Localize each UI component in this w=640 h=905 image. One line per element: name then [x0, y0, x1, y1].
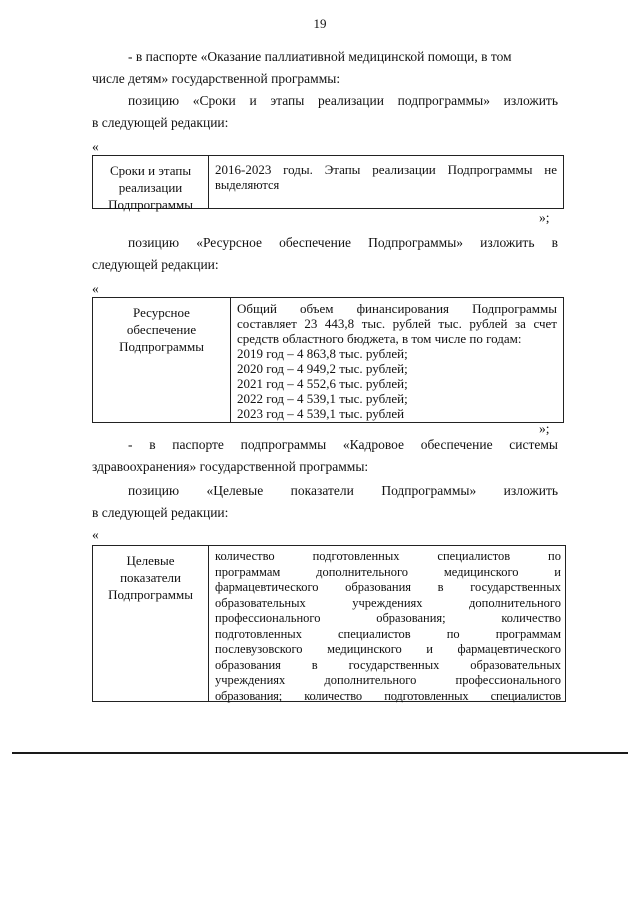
cell-text: профессионального образования; количество — [215, 611, 561, 625]
cell-text: Общий объем финансирования Подпрограммы — [237, 301, 557, 316]
cell-text: учреждениях дополнительного профессионального — [215, 673, 561, 687]
cell-text: образования; количество подготовленных специалистов — [215, 688, 561, 703]
cell-text: обеспечение — [126, 322, 197, 337]
cell-text: Сроки и этапы — [109, 163, 192, 178]
open-quote: « — [92, 281, 99, 296]
paragraph-line: позицию «Сроки и этапы реализации подпрограммы» изложить — [128, 93, 558, 108]
cell-text: образования в государственных образовательных — [215, 657, 561, 672]
cell-text: средств областного бюджета, в том числе по годам: — [237, 331, 522, 346]
cell-text: Ресурсное — [133, 305, 190, 320]
timeline-value-cell — [209, 156, 563, 208]
paragraph-line: позицию «Ресурсное обеспечение Подпрограммы» изложить в — [128, 235, 558, 250]
cell-text: реализации — [118, 180, 183, 195]
cell-text: составляет 23 443,8 тыс. рублей тыс. рублей за счет — [237, 316, 557, 331]
cell-text: 2023 год – 4 539,1 тыс. рублей — [237, 406, 405, 421]
cell-text: послевузовского медицинского и фармацевтического — [215, 642, 561, 656]
close-quote: »; — [539, 421, 550, 436]
open-quote: « — [92, 139, 99, 154]
paragraph-line: в следующей редакции: — [92, 115, 229, 130]
page-number: 19 — [313, 16, 327, 31]
resources-label-cell — [93, 298, 231, 422]
page-bottom-rule — [12, 752, 628, 754]
paragraph-line: здравоохранения» государственной программы: — [92, 459, 369, 474]
paragraph-line: - в паспорте подпрограммы «Кадровое обеспечение системы — [128, 437, 558, 452]
paragraph-line: следующей редакции: — [92, 257, 219, 272]
timeline-table — [92, 155, 564, 212]
cell-text: 2021 год – 4 552,6 тыс. рублей; — [237, 376, 408, 391]
cell-text: показатели — [120, 570, 181, 585]
indicators-value-cell — [209, 546, 565, 701]
cell-text: Подпрограммы — [108, 587, 193, 602]
cell-text: Подпрограммы — [108, 197, 193, 212]
cell-text: 2020 год – 4 949,2 тыс. рублей; — [237, 361, 408, 376]
timeline-label-cell — [93, 156, 209, 212]
cell-text: Подпрограммы — [119, 339, 204, 354]
cell-text: программам дополнительного медицинского и — [215, 564, 561, 579]
cell-text: фармацевтического образования в государственных — [215, 580, 561, 594]
paragraph-line: числе детям» государственной программы: — [92, 71, 341, 86]
open-quote: « — [92, 527, 99, 542]
cell-text: количество подготовленных специалистов по — [215, 549, 561, 563]
indicators-label-cell — [93, 546, 209, 701]
close-quote: »; — [539, 210, 550, 225]
cell-text: подготовленных специалистов по программам — [215, 626, 561, 641]
cell-text: образовательных учреждениях дополнительного — [215, 595, 561, 610]
paragraph-line: в следующей редакции: — [92, 505, 229, 520]
paragraph-line: позицию «Целевые показатели Подпрограммы» изложить — [128, 483, 558, 498]
resources-table — [92, 297, 564, 423]
cell-text: 2016-2023 годы. Этапы реализации Подпрограммы не — [215, 162, 557, 177]
indicators-table — [92, 545, 566, 702]
cell-text: 2019 год – 4 863,8 тыс. рублей; — [237, 346, 408, 361]
resources-value-cell — [231, 298, 563, 422]
cell-text: выделяются — [215, 177, 280, 192]
cell-text: Целевые — [126, 553, 175, 568]
cell-text: 2022 год – 4 539,1 тыс. рублей; — [237, 391, 408, 406]
paragraph-line: - в паспорте «Оказание паллиативной медицинской помощи, в том — [128, 49, 512, 64]
